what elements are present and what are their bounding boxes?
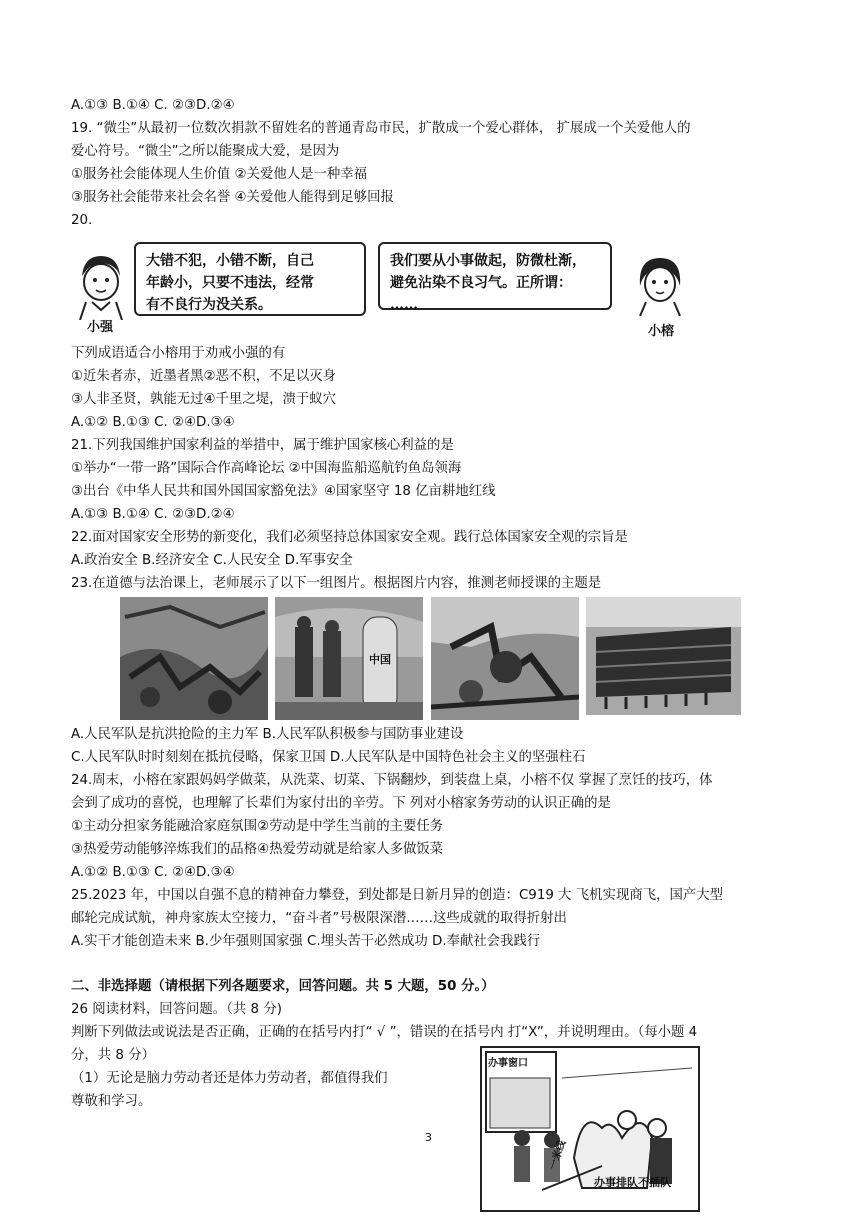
q22-answer-options: A.政治安全 B.经济安全 C.人民安全 D.军事安全 [71,553,353,568]
section2-heading: 二、非选择题（请根据下列各题要求，回答问题。共 5 大题，50 分。） [71,979,495,994]
q19-options-line1: ①服务社会能体现人生价值 ②关爱他人是一种幸福 [71,167,368,182]
q20-options-line1: ①近朱者赤，近墨者黑②恶不积，不足以灭身 [71,369,337,384]
distance-line-label: 一米线 [547,1139,569,1172]
military-parade-photo [586,597,741,715]
q20-options-line2: ③人非圣贤，孰能无过④千里之堤，溃于蚁穴 [71,392,337,407]
left-bubble-line3: 有不良行为没关系。 [146,297,272,313]
q26-item1-line2: 尊敬和学习。 [71,1094,152,1109]
right-speech-bubble [378,242,612,313]
flood-rescue-photo [120,597,268,720]
q22-stem: 22.面对国家安全形势的新变化，我们必须坚持总体国家安全观。践行总体国家安全观的宗旨是 [71,530,628,545]
q19-stem-line2: 爱心符号。“微尘”之所以能聚成大爱，是因为 [71,144,340,159]
q19-options-line2: ③服务社会能带来社会名誉 ④关爱他人能得到足够回报 [71,190,394,205]
war-scene-photo [431,597,579,720]
q26-instruction-line1: 判断下列做法或说法是否正确，正确的在括号内打“ √ ”，错误的在括号内 打“X”，并说明理由。（每小题 4 [71,1025,698,1040]
left-speech-bubble [134,242,366,316]
left-bubble-line2: 年龄小，只要不违法，经常 [146,275,314,291]
svg-text:中国: 中国 [369,653,391,666]
q24-options-line2: ③热爱劳动能够淬炼我们的品格④热爱劳动就是给家人多做饭菜 [71,842,444,857]
q20-number: 20. [71,213,93,228]
girl-figure-icon [630,252,690,316]
left-bubble-line1: 大错不犯，小错不断，自己 [146,253,314,269]
service-window-sign: 办事窗口 [488,1058,528,1069]
boy-figure-icon [70,250,132,320]
q23-options-line2: C.人民军队时时刻刻在抵抗侵略，保家卫国 D.人民军队是中国特色社会主义的坚强柱石 [71,750,586,765]
queue-cartoon [480,1046,700,1212]
q24-stem-line1: 24.周末，小榕在家跟妈妈学做菜，从洗菜、切菜、下锅翻炒，到装盘上桌，小榕不仅 掌握了烹饪的技巧，体 [71,773,713,788]
q24-stem-line2: 会到了成功的喜悦，也理解了长辈们为家付出的辛劳。下 列对小榕家务劳动的认识正确的是 [71,796,611,811]
q21-answer-options: A.①③ B.①④ C. ②③D.②④ [71,507,235,522]
q19-stem-line1: 19. “微尘”从最初一位数次捐款不留姓名的普通青岛市民，扩散成一个爱心群体， 扩展成一个关爱他人的 [71,121,691,136]
q25-stem-line1: 25.2023 年，中国以自强不息的精神奋力攀登，到处都是日新月异的创造：C919 大 飞机实现商飞，国产大型 [71,888,724,903]
q25-stem-line2: 邮轮完成试航，神舟家族太空接力，“奋斗者”号极限深潜……这些成就的取得折射出 [71,911,567,926]
q18-options: A.①③ B.①④ C. ②③D.②④ [71,98,235,113]
q23-options-line1: A.人民军队是抗洪抢险的主力军 B.人民军队积极参与国防事业建设 [71,727,464,742]
q24-options-line1: ①主动分担家务能融洽家庭氛围②劳动是中学生当前的主要任务 [71,819,444,834]
right-name: 小榕 [648,324,675,339]
right-bubble-line2: 避免沾染不良习气。正所谓： [390,275,572,291]
q26-instruction-line2: 分，共 8 分） [71,1048,155,1063]
q21-stem: 21.下列我国维护国家利益的举措中，属于维护国家核心利益的是 [71,438,454,453]
q25-answer-options: A.实干才能创造未来 B.少年强则国家强 C.埋头苦干必然成功 D.奉献社会我践行 [71,934,541,949]
q20-answer-options: A.①② B.①③ C. ②④D.③④ [71,415,235,430]
q21-options-line1: ①举办“一带一路”国际合作高峰论坛 ②中国海监船巡航钓鱼岛领海 [71,461,462,476]
q23-stem: 23.在道德与法治课上，老师展示了以下一组图片。根据图片内容，推测老师授课的主题是 [71,576,602,591]
right-bubble-line1: 我们要从小事做起，防微杜渐， [390,253,586,269]
border-guards-photo [275,597,423,720]
q26-item1-line1: （1）无论是脑力劳动者还是体力劳动者，都值得我们 [71,1071,388,1086]
left-name: 小强 [87,320,114,335]
q20-comic [70,238,690,343]
q21-options-line2: ③出台《中华人民共和国外国国家豁免法》④国家坚守 18 亿亩耕地红线 [71,484,496,499]
q20-stem: 下列成语适合小榕用于劝戒小强的有 [71,346,286,361]
cartoon-caption: 办事排队不插队 [594,1176,671,1189]
right-bubble-line3: …… [390,297,418,313]
page-number: 3 [425,1131,432,1144]
q24-answer-options: A.①② B.①③ C. ②④D.③④ [71,865,235,880]
q26-heading: 26 阅读材料，回答问题。（共 8 分) [71,1002,282,1017]
